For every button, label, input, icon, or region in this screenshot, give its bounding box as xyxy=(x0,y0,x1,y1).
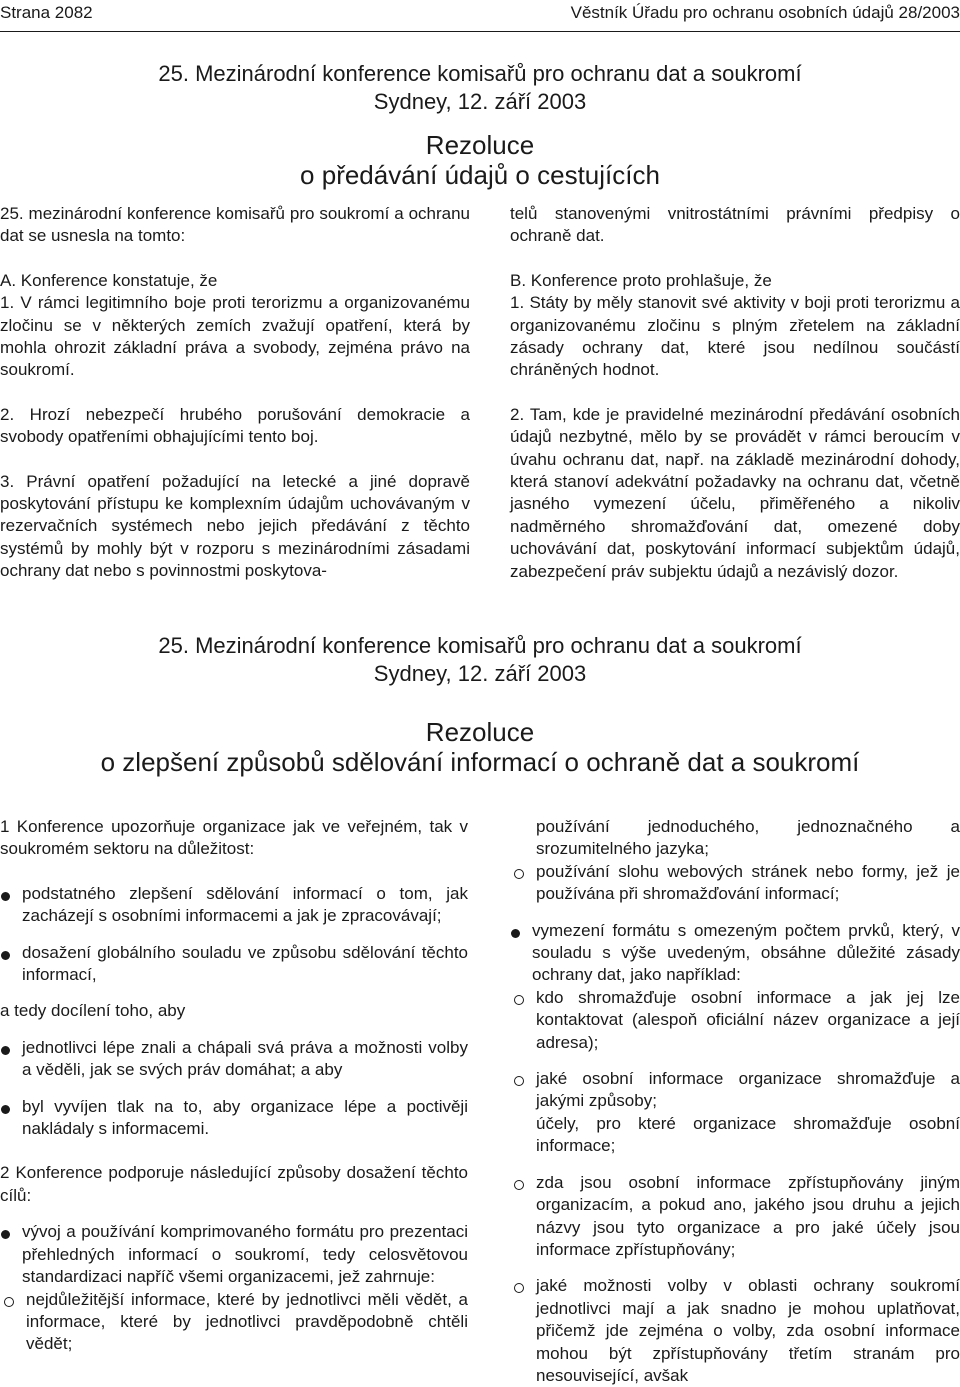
continuation-paragraph: telů stanovenými vnitrostátními právními předpisy o ochraně dat. xyxy=(510,204,960,246)
circle-bullet-icon xyxy=(514,1076,524,1086)
conference-title: 25. Mezinárodní konference komisařů pro ochranu dat a soukromí xyxy=(158,61,802,86)
circle-bullet-icon xyxy=(514,1283,524,1293)
paragraph-b2: 2. Tam, kde je pravidelné mezinárodní předávání osobních údajů nezbytné, mělo by se provádět v rámci beroucím v úvahu ochranu dat, např. na základě mezinárodní dohody, která stanoví adekvátní požadavky na ochranu dat, včetně jasného vymezení účelu, přiměřeného a nikoliv nadměrného shromažďování dat, omezené doby uchovávání dat, poskytování informací subjektům údajů, zabezpečení práv subjektu údajů a nezávislý dozor. xyxy=(510,404,960,581)
sub-bullet-item xyxy=(4,1289,468,1356)
resolution-1-heading xyxy=(0,60,960,116)
circle-bullet-icon xyxy=(514,1180,524,1190)
bullet-item xyxy=(0,1037,468,1082)
bullet-text: jednotlivci lépe znali a chápali svá práva a možnosti volby a věděli, jak se svých práv domáhat; a aby xyxy=(22,1037,468,1080)
journal-title: Věstník Úřadu pro ochranu osobních údajů 28/2003 xyxy=(570,3,960,22)
sub-bullet-item xyxy=(514,987,960,1054)
sub-bullet-text: nejdůležitější informace, které by jednotlivci měli vědět, a informace, které by jednotlivci pravděpodobně chtěli vědět; xyxy=(26,1289,468,1354)
sub-bullet-text: účely, pro které organizace shromažďuje osobní informace; xyxy=(536,1113,960,1156)
circle-bullet-icon xyxy=(514,869,524,879)
continuation-text: používání jednoduchého, jednoznačného a srozumitelného jazyka; xyxy=(536,817,960,859)
sub-bullet-item xyxy=(514,1275,960,1387)
resolution-2-right-column xyxy=(510,816,960,1387)
sub-bullet-item xyxy=(514,1068,960,1158)
sub-bullet-item xyxy=(514,1172,960,1262)
bullet-item xyxy=(0,1096,468,1141)
sub-bullet-text: používání slohu webových stránek nebo formy, jež je používána při shromažďování informací; xyxy=(536,861,960,904)
place-date: Sydney, 12. září 2003 xyxy=(373,89,587,114)
conference-title: 25. Mezinárodní konference komisařů pro ochranu dat a soukromí xyxy=(158,633,802,658)
bullet-icon xyxy=(1,892,10,901)
resolution-2-title-block xyxy=(0,717,960,777)
bullet-item xyxy=(0,883,468,928)
connector-line: a tedy docílení toho, aby xyxy=(0,1001,186,1021)
bullet-icon xyxy=(1,951,10,960)
running-header xyxy=(0,0,960,30)
sub-bullet-text: zda jsou osobní informace zpřístupňovány jiným organizacím, a pokud ano, jakého jsou druhu a jejich názvy jsou tyto organizace a pro jaké účely jsou informace zpřístupňovány; xyxy=(536,1172,960,1259)
circle-bullet-icon xyxy=(514,995,524,1005)
resolution-subtitle: o předávání údajů o cestujících xyxy=(300,160,660,190)
sub-bullet-text: kdo shromažďuje osobní informace a jak jej lze kontaktovat (alespoň oficiální název organizace a její adresa); xyxy=(536,987,960,1052)
sub-bullet-text: jaké možnosti volby v oblasti ochrany soukromí jednotlivci mají a jak snadno je mohou uplatňovat, přičemž jde zejména o volby, zda osobní informace mohou být zpřístupňovány třetím stranám pro nesouvisející, avšak xyxy=(536,1276,960,1385)
sub-bullet-item xyxy=(514,861,960,906)
section-a-heading: A. Konference konstatuje, že xyxy=(0,270,218,290)
intro-paragraph: 25. mezinárodní konference komisařů pro soukromí a ochranu dat se usnesla na tomto: xyxy=(0,204,470,246)
bullet-item xyxy=(0,1221,468,1288)
resolution-subtitle: o zlepšení způsobů sdělování informací o ochraně dat a soukromí xyxy=(100,747,860,777)
resolution-1-left-column xyxy=(0,203,470,583)
section-b-heading: B. Konference proto prohlašuje, že xyxy=(510,270,772,290)
circle-bullet-icon xyxy=(4,1297,14,1307)
bullet-text: vývoj a používání komprimovaného formátu pro prezentaci přehledných informací o soukromí, tedy celosvětovou standardizaci napříč všemi organizacemi, jež zahrnuje: xyxy=(22,1222,468,1287)
sub-bullet-text: jaké osobní informace organizace shromažďuje a jakými způsoby; xyxy=(536,1069,960,1111)
resolution-1-title-block xyxy=(0,130,960,190)
point-2: 2 Konference podporuje následující způsoby dosažení těchto cílů: xyxy=(0,1163,468,1205)
bullet-icon xyxy=(1,1046,10,1055)
resolution-2-left-column xyxy=(0,816,468,1356)
bullet-icon xyxy=(1,1230,10,1239)
resolution-1-right-column xyxy=(510,203,960,583)
bullet-text: dosažení globálního souladu ve způsobu sdělování těchto informací, xyxy=(22,942,468,985)
bullet-text: podstatného zlepšení sdělování informací o tom, jak zacházejí s osobními informacemi a jak je zpracovávají; xyxy=(22,883,468,926)
bullet-item xyxy=(510,920,960,987)
bullet-icon xyxy=(1,1105,10,1114)
bullet-item xyxy=(0,942,468,987)
point-1: 1 Konference upozorňuje organizace jak ve veřejném, tak v soukromém sektoru na důležitost: xyxy=(0,817,468,859)
bullet-text: vymezení formátu s omezeným počtem prvků, který, v souladu s výše uvedeným, obsáhne důležité zásady ochrany dat, jako například: xyxy=(532,920,960,985)
page-number: Strana 2082 xyxy=(0,3,93,22)
paragraph-a1: 1. V rámci legitimního boje proti terorizmu a organizovanému zločinu se v některých zemích zvažují opatření, která by mohla ohrozit základní práva a svobody, zejména právo na soukromí. xyxy=(0,293,470,380)
resolution-2-heading xyxy=(0,632,960,688)
place-date: Sydney, 12. září 2003 xyxy=(373,661,587,686)
bullet-text: byl vyvíjen tlak na to, aby organizace lépe a poctivěji nakládaly s informacemi. xyxy=(22,1096,468,1139)
paragraph-b1: 1. Státy by měly stanovit své aktivity v boji proti terorizmu a organizovanému zločinu s plným zřetelem na základní zásady ochrany dat, které jsou nedílnou součástí chráněných hodnot. xyxy=(510,293,960,380)
header-rule xyxy=(0,31,960,32)
bullet-icon xyxy=(511,929,520,938)
resolution-title: Rezoluce xyxy=(425,717,535,747)
paragraph-a2: 2. Hrozí nebezpečí hrubého porušování demokracie a svobody opatřeními obhajujícími tento boj. xyxy=(0,404,470,447)
paragraph-a3: 3. Právní opatření požadující na letecké a jiné dopravě poskytování přístupu ke komplexním údajům uchovávaným v rezervačních systémech nebo jejich předávání z těchto systémů by mohly být v rozporu s mezinárodními zásadami ochrany dat nebo s povinnostmi poskytova- xyxy=(0,471,470,581)
resolution-title: Rezoluce xyxy=(425,130,535,160)
